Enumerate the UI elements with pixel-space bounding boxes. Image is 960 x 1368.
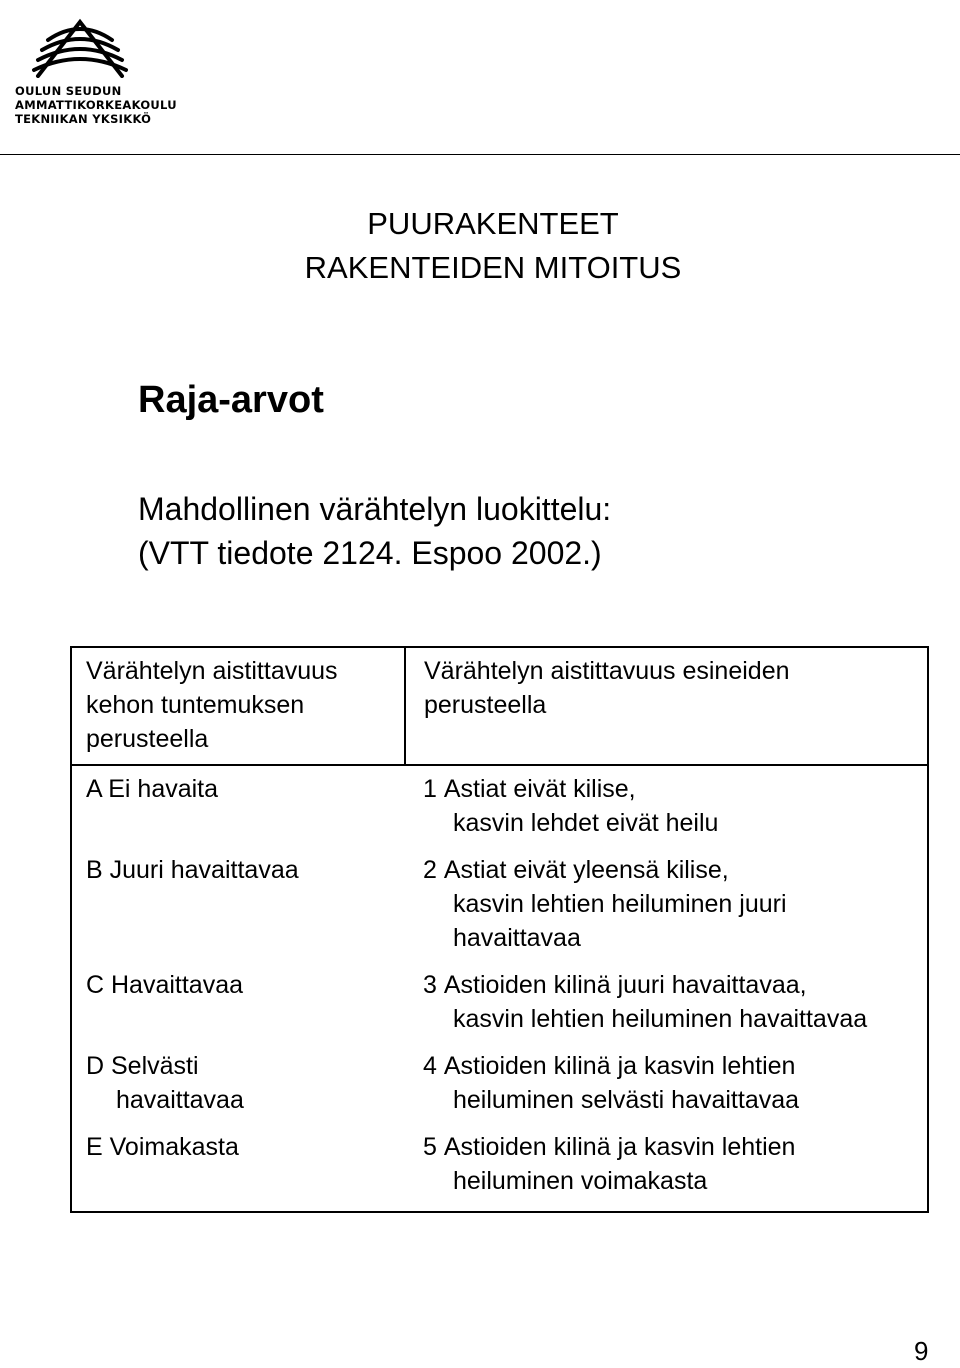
class-description: 1 Astiat eivät kilise, kasvin lehdet eivät heilu: [423, 775, 719, 837]
class-label: B Juuri havaittavaa: [86, 856, 299, 884]
class-description: 4 Astioiden kilinä ja kasvin lehtien heiluminen selvästi havaittavaa: [423, 1052, 800, 1114]
table-row: [71, 765, 928, 853]
class-description: 5 Astioiden kilinä ja kasvin lehtien heiluminen voimakasta: [423, 1133, 796, 1195]
vibration-classification-table: [70, 646, 929, 1213]
intro-line: (VTT tiedote 2124. Espoo 2002.): [138, 535, 602, 571]
org-line: TEKNIIKAN YKSIKKÖ: [15, 112, 152, 126]
title-line: PUURAKENTEET: [367, 206, 619, 241]
header-body-perception: Värähtelyn aistittavuus kehon tuntemuksen perusteella: [71, 647, 405, 765]
class-description: 3 Astioiden kilinä juuri havaittavaa, kasvin lehtien heiluminen havaittavaa: [423, 971, 868, 1033]
table-row: [71, 853, 928, 968]
section-heading: Raja-arvot: [138, 379, 324, 421]
page-header: [0, 0, 960, 160]
header-divider: [0, 154, 960, 155]
table-row: [71, 1049, 928, 1130]
class-label: D Selvästi havaittavaa: [86, 1052, 244, 1114]
table-row: [71, 968, 928, 1049]
class-label: A Ei havaita: [86, 775, 219, 803]
table-header-row: [71, 647, 928, 765]
organization-name: [15, 84, 177, 126]
class-label: E Voimakasta: [86, 1133, 239, 1161]
intro-text: [138, 487, 611, 575]
header-object-perception: Värähtelyn aistittavuus esineiden perusteella: [405, 647, 928, 765]
org-line: OULUN SEUDUN: [15, 84, 122, 98]
org-line: AMMATTIKORKEAKOULU: [15, 98, 177, 112]
table-row: [71, 1130, 928, 1212]
document-title: [0, 202, 960, 290]
title-line: RAKENTEIDEN MITOITUS: [304, 250, 682, 285]
school-logo-icon: [30, 16, 130, 78]
class-description: 2 Astiat eivät yleensä kilise, kasvin lehtien heiluminen juuri havaittavaa: [423, 856, 787, 952]
intro-line: Mahdollinen värähtelyn luokittelu:: [138, 491, 612, 527]
page-number: 9: [914, 1336, 929, 1366]
class-label: C Havaittavaa: [86, 971, 244, 999]
